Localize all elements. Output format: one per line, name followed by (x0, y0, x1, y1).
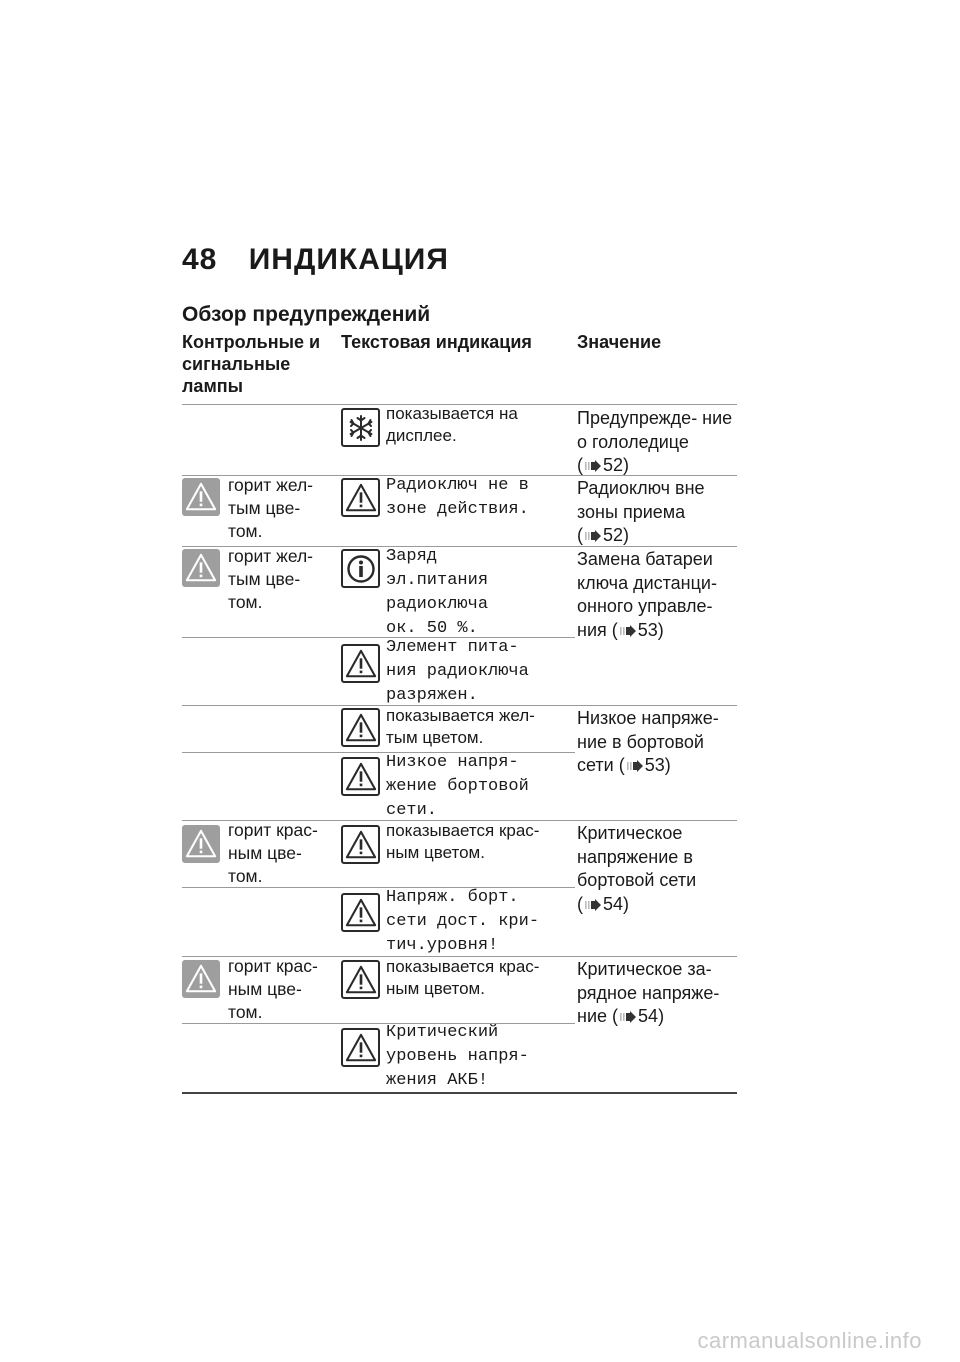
page-number: 48 (182, 243, 218, 276)
display-text: показывается крас- ным цветом. (386, 821, 540, 862)
reference-arrow-icon (585, 530, 601, 542)
header-meaning: Значение (577, 332, 662, 352)
reference-arrow-icon (585, 460, 601, 472)
page-title (182, 243, 449, 277)
warning-triangle-icon (182, 478, 220, 516)
display-text: показывается жел- тым цветом. (386, 706, 535, 747)
watermark: carmanualsonline.info (697, 1328, 922, 1353)
header-display: Текстовая индикация (341, 332, 532, 352)
display-text: показывается крас- ным цветом. (386, 957, 540, 998)
section-title: Обзор предупреждений (182, 303, 431, 326)
display-message: Заряд эл.питания радиоключа ок. 50 %. (386, 547, 489, 638)
lamp-text: горит жел- тым цве- том. (228, 546, 314, 612)
table-bottom-rule (182, 1092, 737, 1094)
info-icon (341, 549, 380, 588)
reference-arrow-icon (585, 899, 601, 911)
warning-triangle-icon (341, 478, 380, 517)
snowflake-icon (341, 408, 380, 447)
reference-arrow-icon (627, 760, 643, 772)
warning-triangle-icon (182, 825, 220, 863)
reference-arrow-icon (620, 1011, 636, 1023)
warning-triangle-icon (341, 960, 380, 999)
chapter-title: ИНДИКАЦИЯ (248, 243, 449, 276)
meaning-text: Низкое напряже- ние в бортовой сети ( 53) (577, 708, 719, 775)
header-lamps: Контрольные и сигнальные лампы (182, 332, 321, 396)
display-message: Элемент пита- ния радиоключа разряжен. (386, 638, 529, 705)
display-message: Низкое напря- жение бортовой сети. (386, 753, 529, 820)
display-text: показывается на дисплее. (386, 404, 518, 445)
warning-triangle-icon (341, 893, 380, 932)
lamp-text: горит жел- тым цве- том. (228, 475, 314, 541)
meaning-text: Радиоключ вне зоны приема ( 52) (577, 478, 705, 545)
meaning-text: Замена батареи ключа дистанци- онного управле- ния ( 53) (577, 549, 717, 640)
meaning-text: Предупрежде- ние о гололедице ( 52) (577, 408, 733, 475)
display-message: Напряж. борт. сети дост. кри- тич.уровня! (386, 888, 540, 955)
warning-triangle-icon (341, 644, 380, 683)
warning-triangle-icon (182, 549, 220, 587)
meaning-text: Критическое напряжение в бортовой сети ( 54) (577, 823, 697, 914)
lamp-text: горит крас- ным цве- том. (228, 820, 318, 886)
display-message: Радиоключ не в зоне действия. (386, 476, 529, 519)
warning-triangle-icon (341, 708, 380, 747)
warning-triangle-icon (341, 757, 380, 796)
warning-triangle-icon (341, 825, 380, 864)
lamp-text: горит крас- ным цве- том. (228, 956, 318, 1022)
warning-triangle-icon (341, 1028, 380, 1067)
reference-arrow-icon (620, 625, 636, 637)
meaning-text: Критическое за- рядное напряже- ние ( 54) (577, 959, 720, 1026)
warning-triangle-icon (182, 960, 220, 998)
display-message: Критический уровень напря- жения АКБ! (386, 1023, 529, 1090)
